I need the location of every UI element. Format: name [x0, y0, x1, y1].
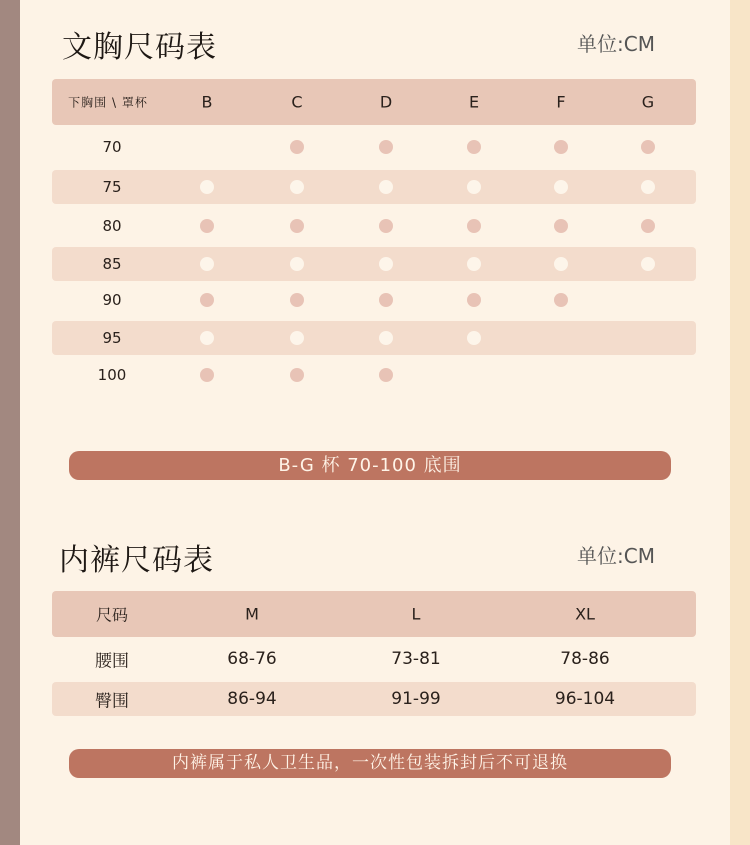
- size-available-dot: [290, 219, 304, 233]
- size-available-dot: [467, 293, 481, 307]
- size-available-dot: [200, 368, 214, 382]
- panty-size-value: 68-76: [227, 649, 277, 669]
- size-available-dot: [641, 219, 655, 233]
- size-available-dot: [290, 368, 304, 382]
- bra-cup-header: F: [556, 92, 566, 112]
- size-available-dot: [467, 180, 481, 194]
- bra-cup-header: C: [291, 92, 303, 112]
- bra-cup-header: D: [379, 92, 393, 112]
- bra-cup-header: E: [468, 92, 480, 112]
- size-available-dot: [554, 219, 568, 233]
- panty-size-value: 86-94: [227, 689, 277, 709]
- size-available-dot: [554, 180, 568, 194]
- bra-band-label: 80: [102, 217, 122, 235]
- panty-measure-label: 臀围: [95, 691, 129, 712]
- size-available-dot: [554, 293, 568, 307]
- right-border: [730, 0, 750, 845]
- size-available-dot: [379, 368, 393, 382]
- size-available-dot: [379, 180, 393, 194]
- bra-header-row: [52, 79, 696, 125]
- panty-size-value: 96-104: [554, 689, 616, 709]
- size-available-dot: [641, 257, 655, 271]
- size-available-dot: [379, 293, 393, 307]
- size-available-dot: [641, 140, 655, 154]
- size-available-dot: [200, 219, 214, 233]
- bra-cup-header: B: [201, 92, 213, 112]
- size-available-dot: [379, 219, 393, 233]
- bra-stripe-row: [52, 247, 696, 281]
- bra-stripe-row: [52, 321, 696, 355]
- bra-band-label: 85: [102, 255, 122, 273]
- size-available-dot: [554, 257, 568, 271]
- bra-band-label: 100: [97, 366, 127, 384]
- bra-chart-title: 文胸尺码表: [62, 30, 217, 65]
- size-available-dot: [467, 140, 481, 154]
- bra-band-label: 90: [102, 291, 122, 309]
- size-available-dot: [467, 257, 481, 271]
- bra-corner-label: 下胸围 \ 罩杯: [68, 95, 148, 110]
- size-available-dot: [200, 293, 214, 307]
- bra-band-label: 70: [102, 138, 122, 156]
- panty-measure-label: 腰围: [95, 651, 129, 672]
- size-available-dot: [290, 331, 304, 345]
- size-available-dot: [200, 257, 214, 271]
- size-available-dot: [641, 180, 655, 194]
- panty-header-cell: L: [411, 604, 421, 624]
- size-available-dot: [200, 180, 214, 194]
- bra-unit-label: 单位:CM: [577, 32, 655, 56]
- size-available-dot: [467, 331, 481, 345]
- panty-size-value: 78-86: [560, 649, 610, 669]
- panty-note-banner: 内裤属于私人卫生品，一次性包装拆封后不可退换: [69, 749, 671, 778]
- panty-size-value: 91-99: [391, 689, 441, 709]
- size-available-dot: [200, 331, 214, 345]
- size-available-dot: [290, 293, 304, 307]
- size-available-dot: [467, 219, 481, 233]
- size-available-dot: [379, 331, 393, 345]
- panty-header-cell: M: [245, 604, 259, 624]
- bra-band-label: 95: [102, 329, 122, 347]
- bra-stripe-row: [52, 170, 696, 204]
- size-available-dot: [290, 140, 304, 154]
- size-available-dot: [379, 257, 393, 271]
- size-available-dot: [290, 257, 304, 271]
- size-available-dot: [554, 140, 568, 154]
- size-available-dot: [290, 180, 304, 194]
- panty-header-row: [52, 591, 696, 637]
- left-border: [0, 0, 20, 845]
- size-available-dot: [379, 140, 393, 154]
- panty-size-value: 73-81: [391, 649, 441, 669]
- bra-note-banner: B-G 杯 70-100 底围: [69, 451, 671, 480]
- bra-band-label: 75: [102, 178, 122, 196]
- panty-header-cell: 尺码: [95, 605, 129, 625]
- panty-chart-title: 内裤尺码表: [59, 543, 214, 578]
- panty-header-cell: XL: [575, 604, 595, 624]
- bra-cup-header: G: [641, 92, 655, 112]
- panty-unit-label: 单位:CM: [577, 544, 655, 568]
